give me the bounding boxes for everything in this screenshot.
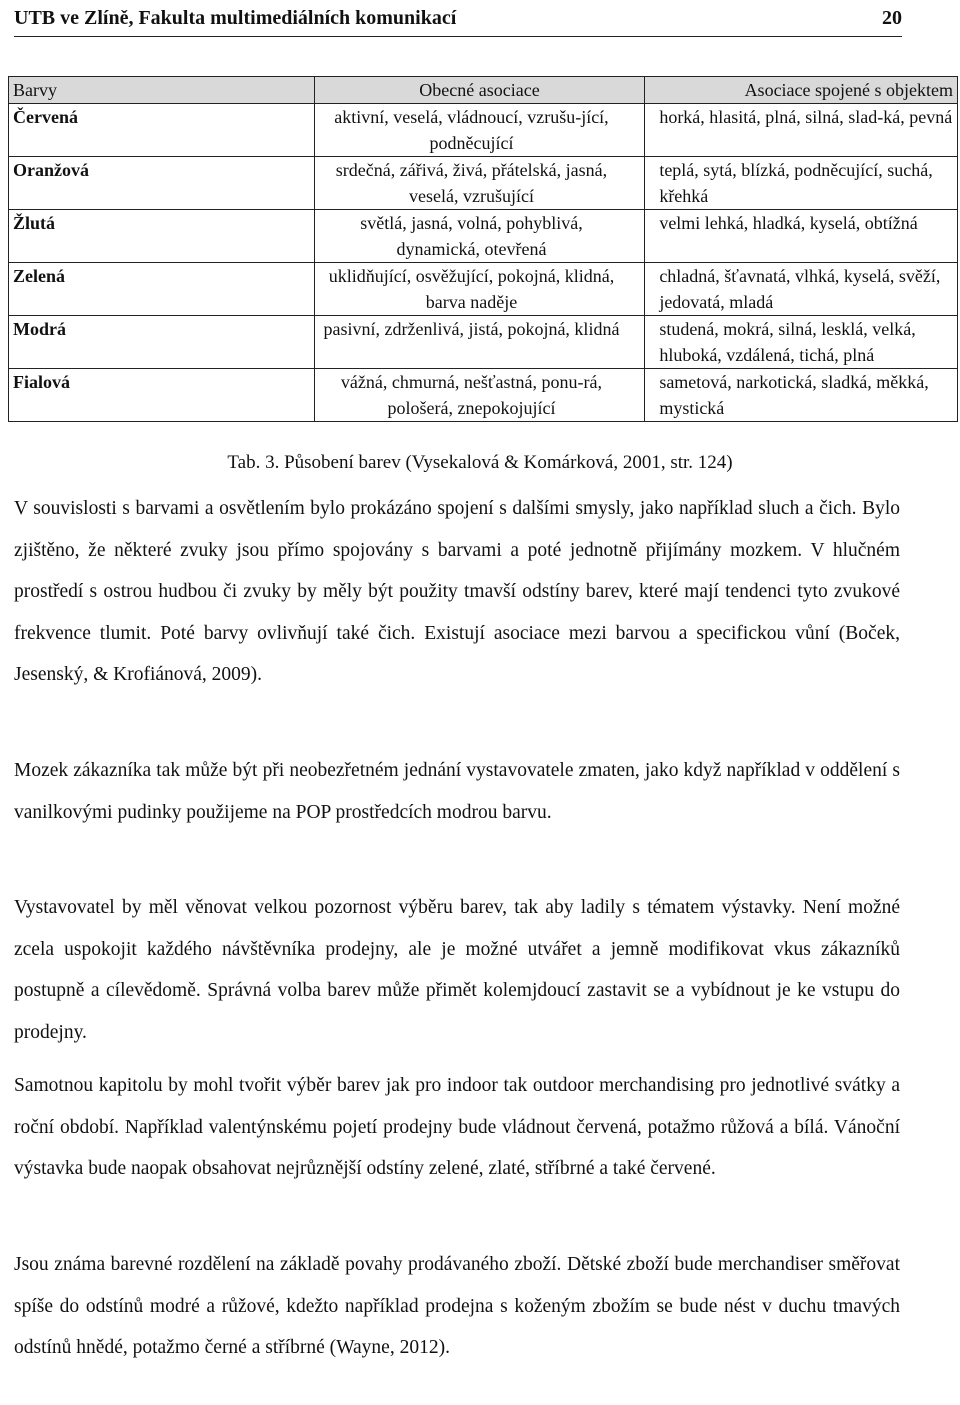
body-paragraph: Mozek zákazníka tak může být při neobezřetném jednání vystavovatele zmaten, jako když například v oddělení s vanilkovými pudinky použijeme na POP prostředcích modrou barvu. [14,760,900,823]
table-header-cell: Barvy [9,77,315,104]
table-cell-object: horká, hlasitá, plná, silná, slad-ká, pevná [645,104,958,157]
table-header-cell: Obecné asociace [314,77,645,104]
table-cell-object: velmi lehká, hladká, kyselá, obtížná [645,210,958,263]
table-row [9,104,958,157]
table-caption: Tab. 3. Působení barev (Vysekalová & Komárková, 2001, str. 124) [227,452,733,473]
table-cell-color: Fialová [9,369,315,422]
table-row [9,369,958,422]
table-cell-color: Modrá [9,316,315,369]
page-header [14,0,902,37]
table-cell-color: Žlutá [9,210,315,263]
header-title: UTB ve Zlíně, Fakulta multimediálních komunikací [14,6,457,29]
table-cell-general: světlá, jasná, volná, pohyblivá, dynamická, otevřená [314,210,645,263]
table-cell-color: Oranžová [9,157,315,210]
table-header-cell: Asociace spojené s objektem [645,77,958,104]
table-cell-object: studená, mokrá, silná, lesklá, velká, hluboká, vzdálená, tichá, plná [645,316,958,369]
body-paragraph: Samotnou kapitolu by mohl tvořit výběr barev jak pro indoor tak outdoor merchandising pro jednotlivé svátky a roční období. Například valentýnskému pojetí prodejny bude vládnout červená, potažmo růžová a bílá. Vánoční výstavka bude naopak obsahovat nejrůznější odstíny zelené, zlaté, stříbrné a také červené. [14,1075,900,1179]
table-cell-color: Červená [9,104,315,157]
table-cell-general: srdečná, zářivá, živá, přátelská, jasná, veselá, vzrušující [314,157,645,210]
table-cell-object: teplá, sytá, blízká, podněcující, suchá, křehká [645,157,958,210]
table-cell-general: aktivní, veselá, vládnoucí, vzrušu-jící, podněcující [314,104,645,157]
table-row [9,263,958,316]
table-row [9,210,958,263]
page-number: 20 [882,6,902,29]
table-row [9,316,958,369]
body-paragraph: Jsou známa barevné rozdělení na základě povahy prodávaného zboží. Dětské zboží bude merchandiser směřovat spíše do odstínů modré a růžové, kdežto například prodejna s koženým zbožím se bude nést v duchu tmavých odstínů hnědé, potažmo černé a stříbrné (Wayne, 2012). [14,1254,900,1358]
table-header-row [9,77,958,104]
body-paragraph: V souvislosti s barvami a osvětlením bylo prokázáno spojení s dalšími smysly, jako například sluch a čich. Bylo zjištěno, že některé zvuky jsou přímo spojovány s barvami a poté jednotně přijímány mozkem. V hlučném prostředí s ostrou hudbou či zvuky by měly být použity tmavší odstíny barev, které mají tendenci tyto zvukové frekvence tlumit. Poté barvy ovlivňují také čich. Existují asociace mezi barvou a specifickou vůní (Boček, Jesenský, & Krofiánová, 2009). [14,498,900,685]
table-cell-object: chladná, šťavnatá, vlhká, kyselá, svěží, jedovatá, mladá [645,263,958,316]
table-row [9,157,958,210]
table-cell-color: Zelená [9,263,315,316]
table-cell-object: sametová, narkotická, sladká, měkká, mystická [645,369,958,422]
table-cell-general: vážná, chmurná, nešťastná, ponu-rá, pološerá, znepokojující [314,369,645,422]
body-paragraph: Vystavovatel by měl věnovat velkou pozornost výběru barev, tak aby ladily s tématem výstavky. Není možné zcela uspokojit každého návštěvníka prodejny, ale je možné utvářet a jemně modifikovat vkus zákazníků postupně a cílevědomě. Správná volba barev může přimět kolemjdoucí zastavit se a vybídnout je ke vstupu do prodejny. [14,897,900,1043]
table-cell-general: uklidňující, osvěžující, pokojná, klidná, barva naděje [314,263,645,316]
table-cell-general: pasivní, zdrženlivá, jistá, pokojná, klidná [314,316,645,369]
color-associations-table [8,76,958,422]
